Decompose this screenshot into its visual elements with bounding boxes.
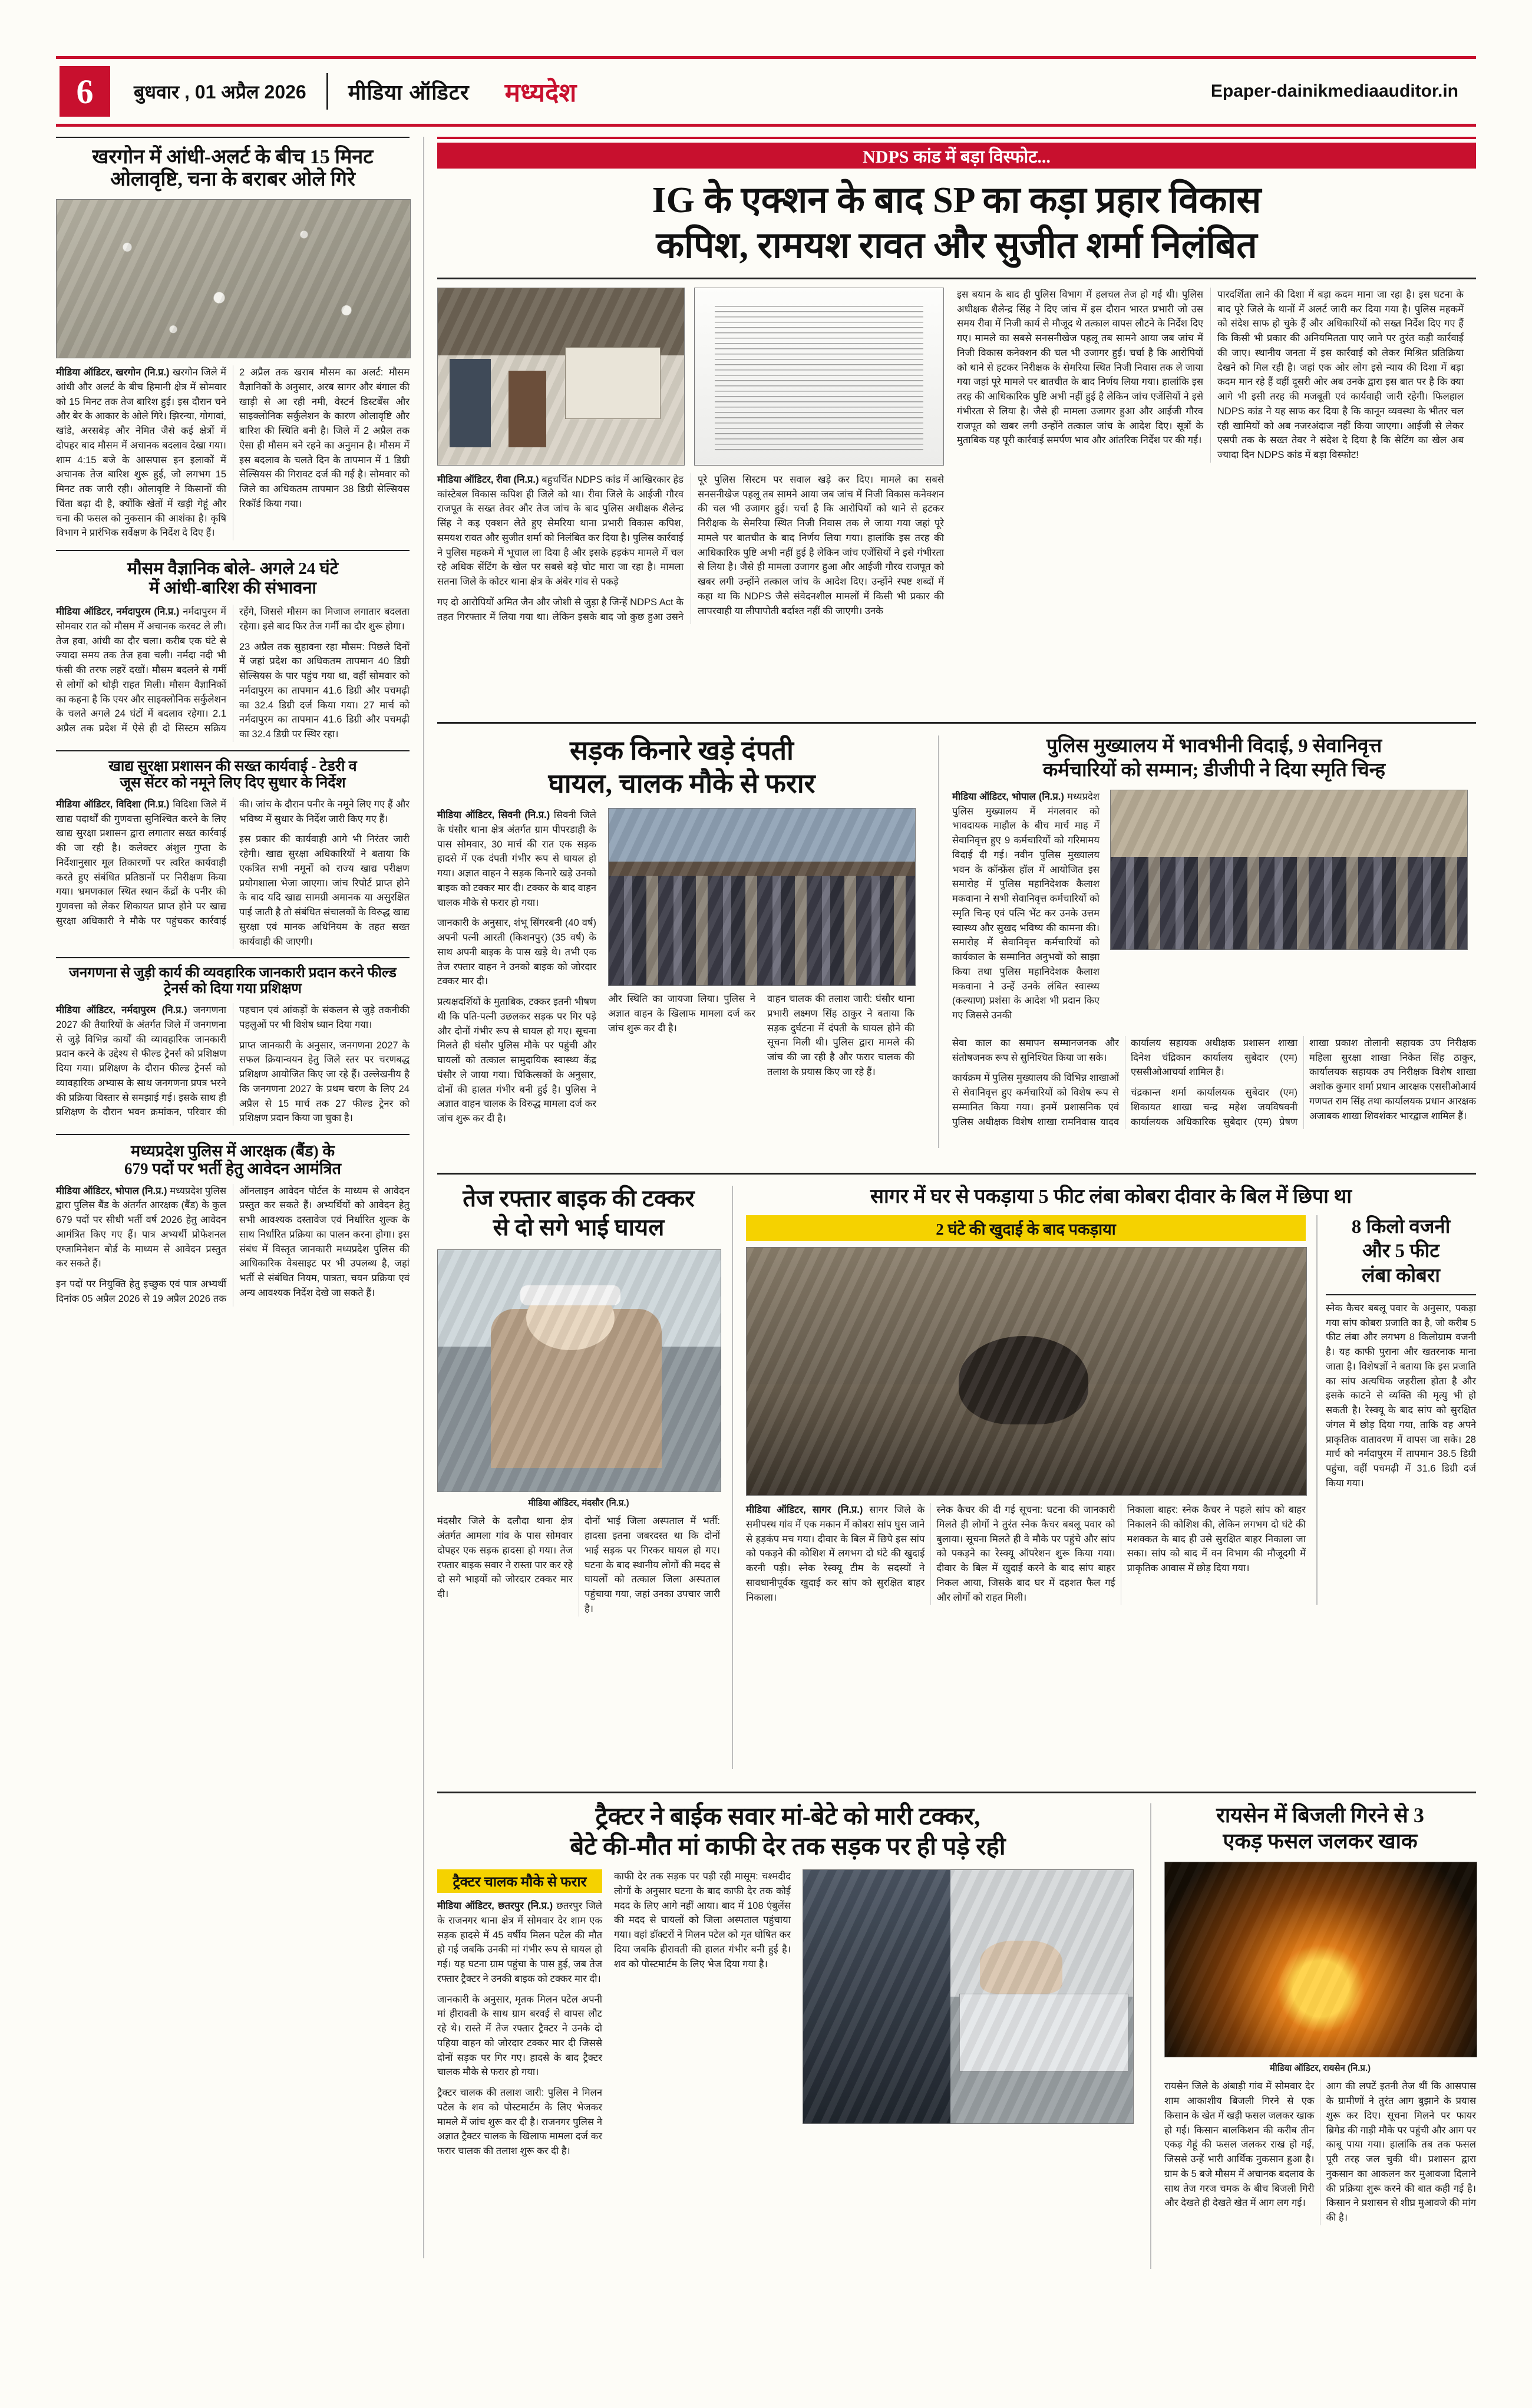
raisen-fire-caption: मीडिया ऑडिटर, रायसेन (नि.प्र.)	[1269, 2063, 1371, 2073]
lead-body-right: इस बयान के बाद ही पुलिस विभाग में हलचल तेज हो गई थी। पुलिस अधीक्षक शैलेन्द्र सिंह ने दिए जांच में इस दौरान भारत प्रभारी जो उस समय रीवा में निजी कार्य से मौजूद थे तत्काल वापस लौटने के निर्देश दिए गए। मामले का सबसे सनसनीखेज पहलू तब सामने आया जब जांच में निजी विकास कनेक्शन की चल भी उजागर हुई। चर्चा है कि आरोपियों को थाने से हटकर निरीक्षक के सेमरिया स्थित निजी निवास तक ले जाया गया जहां पूरे मामले पर बातचीत के बाद निर्णय लिया गया। हालांकि इस तरह की आधिकारिक पुष्टि अभी नहीं हुई है लेकिन जांच एजेंसियों ने इसे गंभीरता से लिया है। जैसे ही मामला उजागर हुआ और आईजी गौरव राजपूत को खबर लगी उन्होंने तत्काल जांच के आदेश दिए। सूत्रों के मुताबिक यह पूरी कार्रवाई समर्पण भाव और आंतरिक निर्देश पर की गई। पारदर्शिता लाने की दिशा में बड़ा कदम माना जा रहा है। इस घटना के बाद पूरे जिले के थानों में अलर्ट जारी कर दिया गया है। पुलिस महकमें को संदेश साफ हो चुके हैं और अधिकारियों को सख्त निर्देश दिए गए हैं कि किसी भी प्रकार की अनियमितता पाए जाने पर तुरंत कड़ी कार्रवाई की जाए। स्थानीय जनता में इस कार्रवाई को लेकर मिश्रित प्रतिक्रिया देखने को मिल रही है। जहां एक ओर लोग इसे न्याय की दिशा में बड़ा कदम मान रहे हैं वहीं दूसरी ओर अब उनके द्वारा इस बात पर है कि क्या आगे भी इसी तरह की मजबूती एवं कार्यवाही जारी रहेगी। फिलहाल NDPS कांड ने यह साफ कर दिया है कि कानून व्यवस्था के भीतर चल रही खामियों को अब नजरअंदाज नहीं किया जाएगा। आईजी से लेकर एसपी तक के सख्त तेवर ने संदेश दे दिया है कि सेटिंग का खेल अब ज्यादा दिन NDPS कांड में बड़ा विस्फोट!	[957, 289, 1464, 461]
bike-brothers-photo	[437, 1249, 721, 1492]
page-number: 6	[60, 66, 110, 117]
cobra-body: मीडिया ऑडिटर, सागर (नि.प्र.) सागर जिले के समीपस्थ गांव में एक मकान में कोबरा सांप घुस जाने से हड़कंप मच गया। दीवार के बिल में छिपे इस सांप को पकड़ने की कोशिश में लगभग दो घंटे की खुदाई करनी पड़ी। स्नेक रेस्क्यू टीम के सदस्यों ने सावधानीपूर्वक खुदाई कर सांप को सुरक्षित बाहर निकाला। स्नेक कैचर की दी गई सूचना: घटना की जानकारी मिलते ही लोगों ने तुरंत स्नेक कैचर बबलू पवार को बुलाया। सूचना मिलते ही वे मौके पर पहुंचे और सांप को पकड़ने का रेस्क्यू ऑपरेशन शुरू किया गया। दीवार के बिल में खुदाई करने के बाद सांप बाहर निकल आया, जिसके बाद घर में दहशत फैल गई और लोगों को राहत मिली। निकाला बाहर: स्नेक कैचर ने पहले सांप को बाहर निकालने की कोशिश की, लेकिन लगभग दो घंटे की मशक्कत के बाद ही उसे सुरक्षित बाहर निकाला जा सका। सांप को बाद में वन विभाग की मौजूदगी में प्राकृतिक आवास में छोड़ दिया गया।	[746, 1505, 1306, 1603]
bike-brothers-headline: तेज रफ्तार बाइक की टक्कर से दो सगे भाई घायल	[463, 1185, 695, 1241]
raisen-fire-photo	[1164, 1862, 1477, 2057]
hail-body: मीडिया ऑडिटर, खरगोन (नि.प्र.) खरगोन जिले में आंधी और अलर्ट के बीच हिमानी क्षेत्र में सोमवार को 15 मिनट तक तेज बारिश हुई। इस दौरान चने और बेर के आकार के ओले गिरे। झिरन्या, गोगावां, खांडे, अरसबेड़ और नेमित जैसे कई क्षेत्रों में दोपहर बाद मौसम में अचानक बदलाव देखा गया। शाम 4:15 बजे के आसपास इन इलाकों में अचानक तेज बारिश शुरू हुई, जो लगभग 15 मिनट तक जारी रही। ओलावृष्टि ने किसानों की चिंता बढ़ा दी है, क्योंकि खेतों में खड़ी गेहूं और चना की फसल को नुकसान की आशंका है। कृषि विभाग ने प्रारंभिक सर्वेक्षण के निर्देश दे दिए हैं। 2 अप्रैल तक खराब मौसम का अलर्ट: मौसम वैज्ञानिकों के अनुसार, अरब सागर और बंगाल की खाड़ी से आ रही नमी, वेस्टर्न डिस्टर्बेंस और साइक्लोनिक सर्कुलेशन के कारण ओलावृष्टि और बारिश की स्थिति बनी है। जिले में 2 अप्रैल तक ऐसा ही मौसम बने रहने का अनुमान है। मौसम में इस बदलाव के चलते दिन के तापमान में 1 डिग्री सेल्सियस की गिरावट दर्ज की गई है। सोमवार को जिले का अधिकतम तापमान 38 डिग्री सेल्सियस रिकॉर्ड किया गया।	[56, 367, 410, 539]
cobra-story	[746, 1186, 1476, 1605]
section-rule-1	[437, 722, 1476, 724]
raisen-fire-headline: रायसेन में बिजली गिरने से 3 एकड़ फसल जलकर खाक	[1216, 1803, 1424, 1853]
tractor-photo	[803, 1869, 1134, 2124]
census-body: मीडिया ऑडिटर, नर्मदापुरम (नि.प्र.) जनगणना 2027 की तैयारियों के अंतर्गत जिले में जनगणना से जुड़े विभिन्न कार्यों की व्यावहारिक जानकारी प्रदान करने के उद्देश्य से फील्ड ट्रेनर्स को प्रशिक्षण दिया गया। प्रशिक्षण के दौरान फील्ड ट्रेनर्स को व्यावहारिक अभ्यास के साथ जनगणना प्रपत्र भरने की प्रक्रिया विस्तार से समझाई गई। इसके साथ ही प्रशिक्षण के दौरान भवन क्रमांकन, परिवार की पहचान एवं आंकड़ों के संकलन से जुड़े तकनीकी पहलुओं पर भी विशेष ध्यान दिया गया। प्राप्त जानकारी के अनुसार, जनगणना 2027 के सफल क्रियान्वयन हेतु जिले स्तर पर चरणबद्ध प्रशिक्षण आयोजित किए जा रहे हैं। उल्लेखनीय है कि जनगणना 2027 के प्रथम चरण के लिए 24 अप्रैल से 15 मार्च तक 27 फील्ड ट्रेनर को प्रशिक्षण प्रदान किया जा चुका है।	[56, 1005, 410, 1124]
masthead	[56, 56, 1476, 127]
tractor-yellow-bar: ट्रैक्टर चालक मौके से फरार	[437, 1869, 602, 1893]
raisen-fire-story	[1164, 1803, 1476, 2225]
tractor-body-2: काफी देर तक सड़क पर पड़ी रही मासूम: चश्मदीद लोगों के अनुसार घटना के बाद काफी देर तक कोई मदद के लिए आगे नहीं आया। बाद में 108 एंबुलेंस की मदद से घायलों को जिला अस्पताल पहुंचाया गया। वहां डॉक्टरों ने मिलन पटेल को मृत घोषित कर दिया जबकि हीरावती की हालत गंभीर बनी हुई है। शव को पोस्टमार्टम के लिए भेज दिया गया है।	[614, 1871, 791, 1970]
lead-photo-document	[694, 288, 944, 466]
column-rule-2	[938, 735, 939, 1148]
police-hq-photo	[1110, 790, 1468, 950]
police-hq-headline: पुलिस मुख्यालय में भावभीनी विदाई, 9 सेवानिवृत्त कर्मचारियों को सम्मान; डीजीपी ने दिया स्मृति चिन्ह	[1042, 735, 1386, 781]
tractor-body-1: मीडिया ऑडिटर, छतरपुर (नि.प्र.) छतरपुर जिले के राजनगर थाना क्षेत्र में सोमवार देर शाम एक सड़क हादसे में 45 वर्षीय मिलन पटेल की मौत हो गई जबकि उनकी मां गंभीर रूप से घायल हो गई। यह घटना ग्राम पहुंचा के पास हुई, जब तेज रफ्तार ट्रैक्टर ने उनकी बाइक को टक्कर मार दी। जानकारी के अनुसार, मृतक मिलन पटेल अपनी मां हीरावती के साथ ग्राम बरवई से वापस लौट रहे थे। रास्ते में तेज रफ्तार ट्रैक्टर ने उनके दो पहिया वाहन को जोरदार टक्कर मार दी जिससे दोनों सड़क पर गिर गए। हादसे के बाद ट्रैक्टर चालक मौके से फरार हो गया। ट्रैक्टर चालक की तलाश जारी: पुलिस ने मिलन पटेल के शव को पोस्टमार्टम के लिए भेजकर मामले में जांच शुरू कर दी है। राजनगर पुलिस ने अज्ञात ट्रैक्टर चालक के खिलाफ मामला दर्ज कर फरार चालक की तलाश शुरू कर दी है।	[437, 1901, 602, 2157]
hail-photo	[56, 199, 411, 358]
column-rule-3	[732, 1186, 733, 1769]
census-headline: जनगणना से जुड़ी कार्य की व्यवहारिक जानकारी प्रदान करने फील्ड ट्रेनर्स को दिया गया प्रशिक्षण	[69, 965, 397, 997]
police-band-headline: मध्यप्रदेश पुलिस में आरक्षक (बैंड) के 679 पदों पर भर्ती हेतु आवेदन आमंत्रित	[124, 1142, 342, 1178]
lead-body-left: मीडिया ऑडिटर, रीवा (नि.प्र.) बहुचर्चित NDPS कांड में आखिरकार हेड कांस्टेबल विकास कपिश ही जिले को था। रीवा जिले के आईजी गौरव राजपूत के सख्त तेवर और तेज जांच के बाद पुलिस अधीक्षक शैलेन्द्र सिंह ने कइ एक्शन लेते हुए सेमरिया थाना प्रभारी विकास कपिश, समयश रावत और सुजीत शर्मा को निलंबित कर दिया है। पुलिस कार्रवाई ने पुलिस महकमे में भूचाल ला दिया है और इसके हड़कंप मामले में चल रहे अधिक सेंटिंग के खेल पर सबसे बड़े चोट मारा जा रहा है। मामला सतना जिले के कोटर थाना क्षेत्र के अंबेर गांव से पकड़े गए दो आरोपियों अमित जैन और जोशी से जुड़ा है जिन्हें NDPS Act के तहत गिरफ्तार में लिया गया था। लेकिन इसके बाद जो कुछ हुआ उसने पूरे पुलिस सिस्टम पर सवाल खड़े कर दिए। मामले का सबसे सनसनीखेज पहलू तब सामने आया जब जांच में निजी विकास कनेक्शन की चल भी उजागर हुई। चर्चा है कि आरोपियों को थाने से हटकर निरीक्षक के सेमरिया स्थित निजी निवास तक ले जाया गया जहां पूरे मामले पर बातचीत के बाद निर्णय लिया गया। हालांकि इस तरह की आधिकारिक पुष्टि अभी नहीं हुई है लेकिन जांच एजेंसियों ने इसे गंभीरता से लिया है। जैसे ही मामला उजागर हुआ और आईजी गौरव राजपूत को खबर लगी उन्होंने तत्काल जांच के आदेश दिए। उन्होंने स्पष्ट शब्दों में कहा था कि NDPS जैसे संवेदनशील मामलों में किसी भी प्रकार की लापरवाही या लीपापोती बर्दाश्त नहीं की जाएगी। उनके	[437, 474, 944, 622]
issue-date: बुधवार , 01 अप्रैल 2026	[134, 81, 306, 103]
tractor-headline: ट्रैक्टर ने बाईक सवार मां-बेटे को मारी टक्कर, बेटे की-मौत मां काफी देर तक सड़क पर ही पड़े रही	[570, 1803, 1006, 1861]
food-safety-body: मीडिया ऑडिटर, विदिशा (नि.प्र.) विदिशा जिले में खाद्य पदार्थों की गुणवत्ता सुनिश्चित करने के लिए खाद्य सुरक्षा प्रशासन द्वारा लगातार सख्त कार्रवाई की जा रही है। कलेक्टर अंशुल गुप्ता के निर्देशानुसार मूल तिकारणों पर त्वरित कार्यवाही करते हुए संबंधित प्रतिष्ठानों पर निरीक्षण किया गया। भ्रमणकाल स्थित स्थान केंद्रों के पनीर की गुणवत्ता को लेकर शिकायत प्राप्त होने पर खाद्य सुरक्षा अधिकारी ने मौके पर पहुंचकर कार्रवाई की। जांच के दौरान पनीर के नमूने लिए गए हैं और भविष्य में सुधार के निर्देश जारी किए गए हैं। इस प्रकार की कार्यवाही आगे भी निरंतर जारी रहेगी। खाद्य सुरक्षा अधिकारियों ने बताया कि एकत्रित सभी नमूनों को राज्य खाद्य परीक्षण प्रयोगशाला भेजा जाएगा। जांच रिपोर्ट प्राप्त होने के बाद यदि खाद्य सामग्री अमानक या असुरक्षित पाई जाती है तो संबंधित संचालकों के विरुद्ध खाद्य सुरक्षा एवं मानक अधिनियम के तहत सख्त कार्यवाही की जाएगी।	[56, 799, 410, 947]
bike-brothers-body: मंदसौर जिले के दलौदा थाना क्षेत्र अंतर्गत आमला गांव के पास सोमवार दोपहर एक सड़क हादसा हो गया। तेज रफ्तार बाइक सवार ने रास्ता पार कर रहे दो सगे भाइयों को जोरदार टक्कर मार दी। दोनों भाई जिला अस्पताल में भर्ती: हादसा इतना जबरदस्त था कि दोनों भाई सड़क पर गिरकर घायल हो गए। घटना के बाद स्थानीय लोगों की मदद से घायलों को तत्काल जिला अस्पताल पहुंचाया गया, जहां उनका उपचार जारी है।	[437, 1516, 720, 1614]
police-hq-story	[952, 735, 1476, 1129]
column-rule-4	[1150, 1803, 1151, 2269]
bike-brothers-story	[437, 1186, 720, 1617]
lead-story	[437, 137, 1476, 624]
road-couple-story	[437, 735, 926, 1126]
masthead-divider	[326, 73, 328, 110]
website-url: Epaper-dainikmediaauditor.in	[1210, 81, 1458, 101]
edition-name: मध्यदेश	[504, 78, 577, 107]
lead-photo-office	[437, 288, 685, 466]
road-couple-body-1: मीडिया ऑडिटर, सिवनी (नि.प्र.) सिवनी जिले के घंसौर थाना क्षेत्र अंतर्गत ग्राम पीपरडाही के पास सोमवार, 30 मार्च की रात एक सड़क हादसे में एक दंपती गंभीर रूप से घायल हो गया। अज्ञात वाहन ने सड़क किनारे खड़े उनको बाइक को टक्कर मार दी। टक्कर के बाद वाहन चालक मौके से फरार हो गया। जानकारी के अनुसार, शंभू सिंगरबनी (40 वर्ष) अपनी पत्नी आरती (किशनपुर) (35 वर्ष) के साथ अपनी बाइक के पास खड़े थे। तभी एक तेज रफ्तार वाहन ने उनको बाइक को जोरदार टक्कर मार दी। प्रत्यक्षदर्शियों के मुताबिक, टक्कर इतनी भीषण थी कि पति-पत्नी उछलकर सड़क पर गिर पड़े और दोनों गंभीर रूप से घायल हो गए। सूचना मिलते ही घंसौर पुलिस मौके पर पहुंची और घायलों को तत्काल सामुदायिक स्वास्थ्य केंद्र घंसौर ले जाया गया। चिकित्सकों के अनुसार, दोनों की हालत गंभीर बनी हुई है। पुलिस ने अज्ञात वाहन चालक के विरुद्ध मामला दर्ज कर जांच शुरू कर दी है।	[437, 810, 596, 1124]
cobra-side-box: 8 किलो वजनी और 5 फीट लंबा कोबरा स्नेक कैचर बबलू पवार के अनुसार, पकड़ा गया सांप कोबरा प्रजाति का है, जो करीब 5 फीट लंबा और लगभग 8 किलोग्राम वजनी है। यह काफी पुराना और खतरनाक माना जाता है। विशेषज्ञों ने बताया कि इस प्रजाति का सांप अत्यधिक जहरीला होता है और इसके काटने से व्यक्ति की मृत्यु भी हो सकती है। रेस्क्यू के बाद सांप को सुरक्षित जंगल में छोड़ दिया गया, ताकि वह अपने प्राकृतिक वातावरण में वापस जा सके। 28 मार्च को नर्मदापुरम में तापमान 38.5 डिग्री पहुंचा, वहीं पचमढ़ी में 31.6 डिग्री दर्ज किया गया।	[1316, 1215, 1476, 1605]
weather-headline: मौसम वैज्ञानिक बोले- अगले 24 घंटे में आंधी-बारिश की संभावना	[127, 559, 339, 598]
tractor-story	[437, 1803, 1138, 2159]
food-safety-headline: खाद्य सुरक्षा प्रशासन की सख्त कार्यवाई - टेडरी व जूस सेंटर को नमूने लिए दिए सुधार के निर्देश	[108, 758, 357, 791]
cobra-photo	[746, 1247, 1307, 1496]
left-column	[56, 137, 410, 1307]
road-couple-caption: और स्थिति का जायजा लिया। पुलिस ने अज्ञात वाहन के खिलाफ मामला दर्ज कर जांच शुरू कर दी है।	[608, 994, 755, 1034]
lead-headline: IG के एक्शन के बाद SP का कड़ा प्रहार विकास कपिश, रामयश रावत और सुजीत शर्मा निलंबित	[652, 180, 1262, 266]
road-couple-headline: सड़क किनारे खड़े दंपती घायल, चालक मौके से फरार	[548, 735, 815, 799]
cobra-headline: सागर में घर से पकड़ाया 5 फीट लंबा कोबरा दीवार के बिल में छिपा था	[870, 1186, 1352, 1208]
column-rule-1	[423, 137, 424, 2258]
hail-headline: खरगोन में आंधी-अलर्ट के बीच 15 मिनट ओलावृष्टि, चना के बराबर ओले गिरे	[92, 146, 374, 191]
section-rule-3	[437, 1792, 1476, 1793]
road-couple-photo	[608, 808, 916, 986]
weather-body: मीडिया ऑडिटर, नर्मदापुरम (नि.प्र.) नर्मदापुरम में सोमवार रात को मौसम में अचानक करवट ले ली। तेज हवा, आंधी का दौर चला। करीब एक घंटे से ज्यादा समय तक तेज हवा चली। नर्मदा नदी भी फंसी की तरफ लहरें दखों। मौसम बदलने से गर्मी से लोगों को थोड़ी राहत मिली। मौसम वैज्ञानिकों का कहना है कि एयर और साइक्लोनिक सर्कुलेशन के चलते अगले 24 घंटों में बदलाव रहेगा। 2.1 अप्रैल तक प्रदेश में ऐसे ही दो सिस्टम सक्रिय रहेंगे, जिससे मौसम का मिजाज लगातार बदलता रहेगा। इसे बाद फिर तेज गर्मी का दौर शुरू होगा। 23 अप्रैल तक सुहावना रहा मौसम: पिछले दिनों में जहां प्रदेश का अधिकतम तापमान 40 डिग्री सेल्सियस के पार पहुंच गया था, वहीं सोमवार को नर्मदापुरम का तापमान 41.6 डिग्री और पचमढ़ी का 32.4 डिग्री दर्ज किया गया। 27 मार्च को नर्मदापुरम का तापमान 41.6 डिग्री और पचमढ़ी का 32.4 डिग्री पर स्थिर रहा।	[56, 606, 410, 740]
brand-name: मीडिया ऑडिटर	[348, 80, 470, 104]
cobra-side-text: स्नेक कैचर बबलू पवार के अनुसार, पकड़ा गया सांप कोबरा प्रजाति का है, जो करीब 5 फीट लंबा और लगभग 8 किलोग्राम वजनी है। यह काफी पुराना और खतरनाक माना जाता है। विशेषज्ञों ने बताया कि इस प्रजाति का सांप अत्यधिक जहरीला होता है और इसके काटने से व्यक्ति की मृत्यु भी हो सकती है। रेस्क्यू के बाद सांप को सुरक्षित जंगल में छोड़ दिया गया, ताकि वह अपने प्राकृतिक वातावरण में वापस जा सके। 28 मार्च को नर्मदापुरम में तापमान 38.5 डिग्री पहुंचा, वहीं पचमढ़ी में 31.6 डिग्री दर्ज किया गया।	[1326, 1302, 1476, 1489]
police-band-body: मीडिया ऑडिटर, भोपाल (नि.प्र.) मध्यप्रदेश पुलिस द्वारा पुलिस बैंड के अंतर्गत आरक्षक (बैंड) के कुल 679 पदों पर सीधी भर्ती वर्ष 2026 हेतु आवेदन आमंत्रित किए गए हैं। पात्र अभ्यर्थी प्रोफेशनल एग्जामिनेशन बोर्ड के माध्यम से आवेदन प्रस्तुत कर सकते हैं। इन पदों पर नियुक्ति हेतु इच्छुक एवं पात्र अभ्यर्थी दिनांक 05 अप्रैल 2026 से 19 अप्रैल 2026 तक ऑनलाइन आवेदन पोर्टल के माध्यम से आवेदन प्रस्तुत कर सकते हैं। अभ्यर्थियों को आवेदन हेतु सभी आवश्यक दस्तावेज एवं निर्धारित शुल्क के साथ निर्धारित प्रक्रिया का पालन करना होगा। इस संबंध में विस्तृत जानकारी मध्यप्रदेश पुलिस की आधिकारिक वेबसाइट पर भी उपलब्ध है, जहां भर्ती से संबंधित नियम, पात्रता, चयन प्रक्रिया एवं अन्य आवश्यक निर्देश देखे जा सकते हैं।	[56, 1185, 410, 1304]
bike-brothers-caption: मीडिया ऑडिटर, मंदसौर (नि.प्र.)	[528, 1497, 629, 1508]
raisen-fire-body: रायसेन जिले के अंबाड़ी गांव में सोमवार देर शाम आकाशीय बिजली गिरने से एक किसान के खेत में खड़ी फसल जलकर खाक हो गई। किसान बालकिशन की करीब तीन एकड़ गेहूं की फसल जलकर राख हो गई, जिससे उन्हें भारी आर्थिक नुकसान हुआ है। ग्राम के 5 बजे मौसम में अचानक बदलाव के साथ तेज गरज चमक के बीच बिजली गिरी और देखते ही देखते खेत में आग लग गई। आग की लपटें इतनी तेज थीं कि आसपास के ग्रामीणों ने तुरंत आग बुझाने के प्रयास शुरू कर दिए। सूचना मिलने पर फायर ब्रिगेड की गाड़ी मौके पर पहुंची और आग पर काबू पाया गया। हालांकि तब तक फसल पूरी तरह जल चुकी थी। प्रशासन द्वारा नुकसान का आकलन कर मुआवजा दिलाने की प्रक्रिया शुरू करने की बात कही गई है। किसान ने प्रशासन से शीघ्र मुआवजे की मांग की है।	[1164, 2081, 1476, 2224]
section-rule-2	[437, 1173, 1476, 1175]
road-couple-body-2: वाहन चालक की तलाश जारी: घंसौर थाना प्रभारी लक्ष्मण सिंह ठाकुर ने बताया कि सड़क दुर्घटना में दंपती के घायल होने की सूचना मिली थी। पुलिस द्वारा मामले की जांच की जा रही है और फरार चालक की तलाश के प्रयास किए जा रहे हैं।	[767, 994, 914, 1077]
lead-kicker: NDPS कांड में बड़ा विस्फोट...	[437, 143, 1476, 169]
police-hq-body-2: सेवा काल का समापन सम्मानजनक और संतोषजनक रूप से सुनिश्चित किया जा सके। कार्यक्रम में पुलिस मुख्यालय की विभिन्न शाखाओं से सेवानिवृत्त हुए कर्मचारियों को विशेष रूप से सम्मानित किया गया। इनमें प्रशासनिक एवं पुलिस अधीक्षक विशेष शाखा रामनिवास यादव कार्यालय सहायक अधीक्षक प्रशासन शाखा दिनेश चंद्रिकान कार्यालय सुबेदार (एम) एससीओआचर्या शामिल हैं। चंद्रकान्त शर्मा कार्यालयक सुबेदार (एम) शिकायत शाखा चन्द्र महेश जयविषवनी कार्यालयक अधिकारिक सुबेदार (एम) प्रेषण शाखा प्रकाश तोलानी सहायक उप निरीक्षक महिला सुरक्षा शाखा निकेत सिंह ठाकुर, कार्यालयक सहायक उप निरीक्षक विशेष शाखा अशोक कुमार शर्मा प्रधान आरक्षक एससीओआर्य गणपत राम सिंह तथा कार्यालयक प्रधान आरक्षक अजाबक शाखा शिवशंकर भारद्वाज शामिल हैं।	[952, 1037, 1476, 1127]
police-hq-body-1: मीडिया ऑडिटर, भोपाल (नि.प्र.) मध्यप्रदेश पुलिस मुख्यालय में मंगलवार को भावदायक माहौल के बीच मार्च माह में सेवानिवृत्त हुए 9 कर्मचारियों को गरिमामय विदाई दी गई। नवीन पुलिस मुख्यालय भवन के कॉन्फ्रेंस हॉल में आयोजित इस समारोह में पुलिस महानिदेशक कैलाश मकवाना ने सभी सेवानिवृत्त कर्मचारियों को स्मृति चिन्ह एवं पत्नि भेंट कर उनके उत्तम स्वास्थ्य और सुखद भविष्य की कामना की। समारोह में सेवानिवृत्त कर्मचारियों को कार्यकाल के सम्मानित अनुभवों को साझा किया तथा पुलिस महानिदेशक कैलाश मकवाना ने उन्हें उनके लंबित स्वास्थ्य (कल्याण) प्रशंसा के आदेश भी प्रदान किए गए जिससे उनकी	[952, 791, 1100, 1021]
cobra-yellow-bar: 2 घंटे की खुदाई के बाद पकड़ाया	[746, 1215, 1306, 1241]
